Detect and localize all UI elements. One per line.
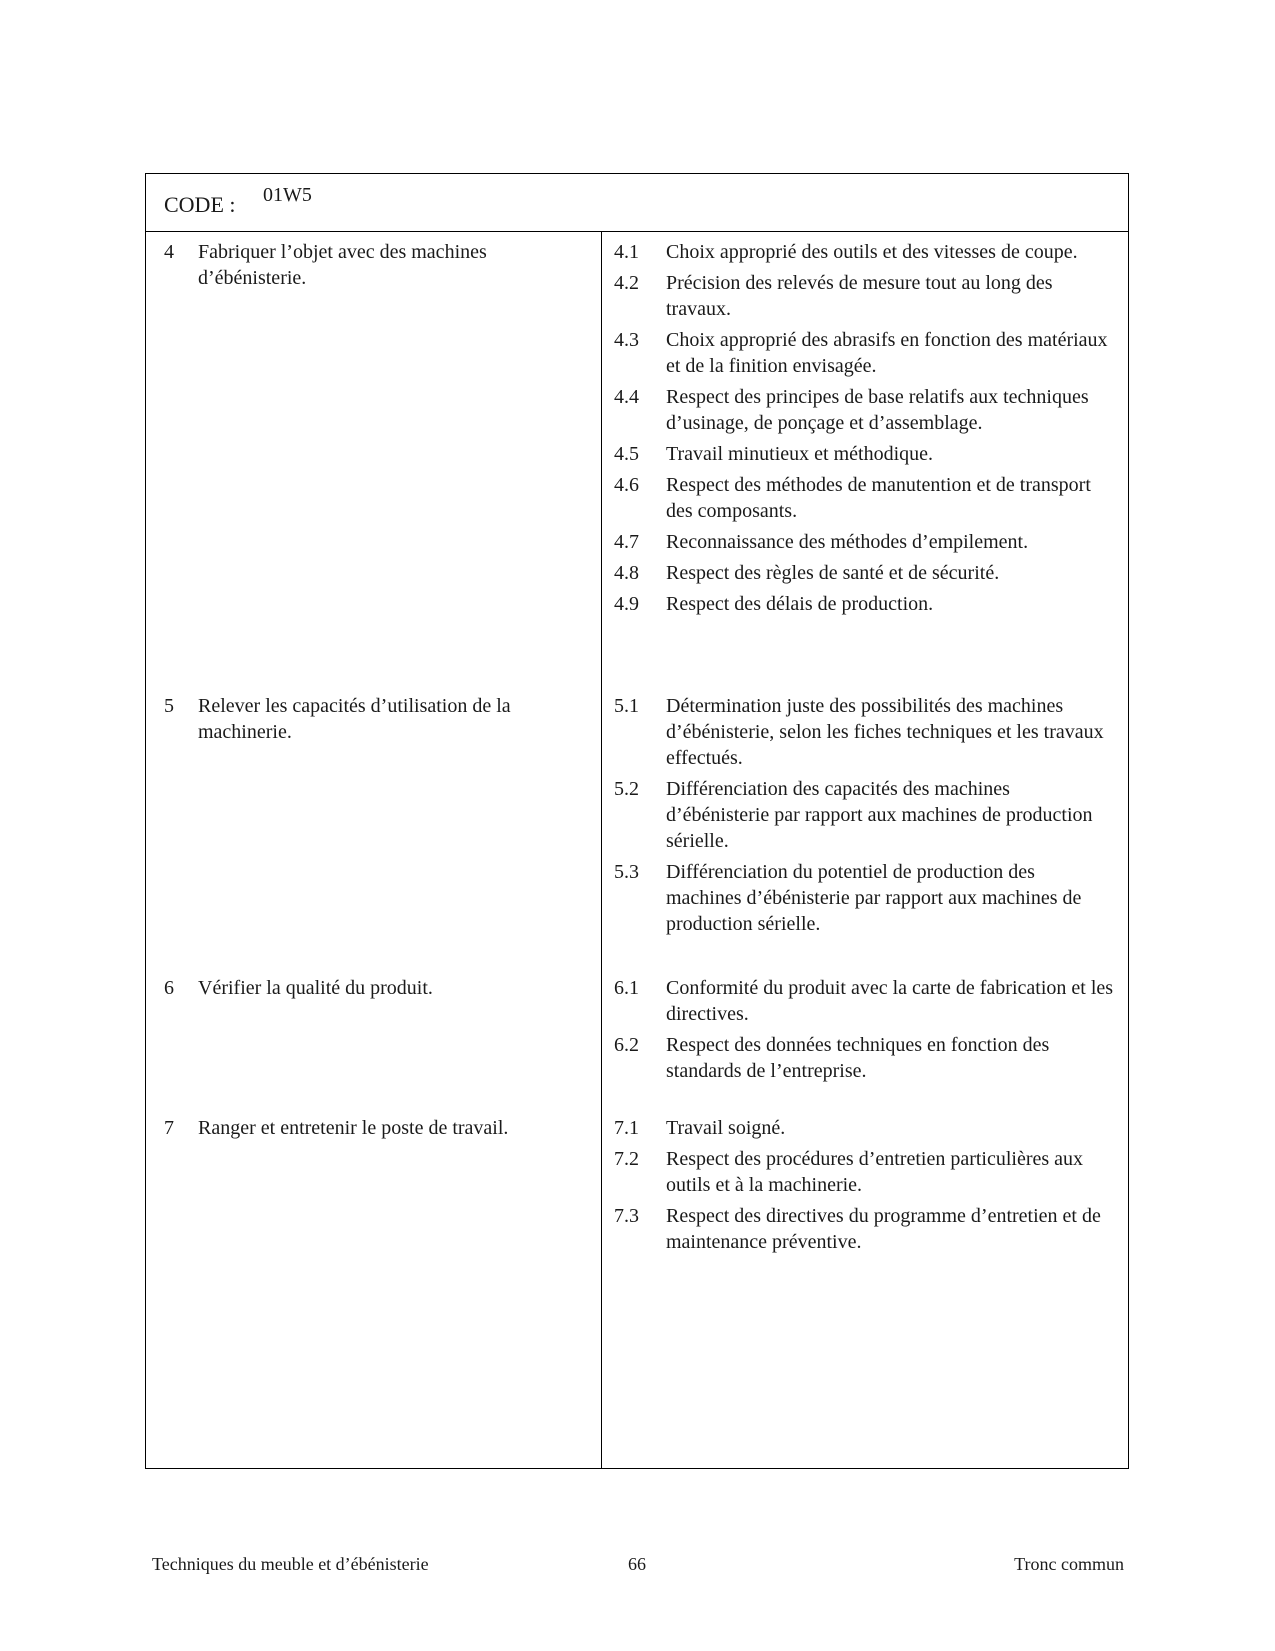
competency-table [145, 173, 1129, 1469]
criterion-text: Différenciation des capacités des machines d’ébénisterie par rapport aux machines de production sérielle. [666, 778, 1093, 852]
criterion-item [614, 975, 1114, 1027]
criterion-text: Différenciation du potentiel de production des machines d’ébénisterie par rapport aux machines de production sérielle. [666, 861, 1082, 935]
criterion-item [614, 1032, 1114, 1084]
criterion-text: Reconnaissance des méthodes d’empilement. [666, 531, 1029, 553]
criterion-text: Respect des directives du programme d’entretien et de maintenance préventive. [666, 1205, 1101, 1253]
criterion-item [614, 1146, 1114, 1198]
table-body [146, 231, 1128, 1468]
criterion-text: Respect des données techniques en fonction des standards de l’entreprise. [666, 1034, 1050, 1082]
footer-program-title: Techniques du meuble et d’ébénisterie [152, 1554, 429, 1574]
element-text: Relever les capacités d’utilisation de la machinerie. [198, 695, 511, 743]
code-value: 01W5 [263, 184, 312, 206]
criterion-number: 4.1 [614, 241, 639, 263]
criterion-number: 4.6 [614, 474, 639, 496]
criterion-number: 5.2 [614, 778, 639, 800]
criterion-number: 6.1 [614, 977, 639, 999]
criterion-text: Respect des règles de santé et de sécurité. [666, 562, 1000, 584]
criterion-text: Travail soigné. [666, 1117, 786, 1139]
element-item [164, 1115, 584, 1141]
criterion-item [614, 239, 1114, 265]
criterion-item [614, 270, 1114, 322]
criterion-item [614, 327, 1114, 379]
criteria-list [614, 975, 1114, 1089]
criterion-text: Choix approprié des abrasifs en fonction des matériaux et de la finition envisagée. [666, 329, 1108, 377]
element-item [164, 693, 584, 745]
criterion-item [614, 591, 1114, 617]
criterion-number: 5.3 [614, 861, 639, 883]
criterion-item [614, 693, 1114, 771]
code-label: CODE : [164, 192, 236, 217]
element-item [164, 975, 584, 1001]
criterion-item [614, 384, 1114, 436]
criterion-text: Respect des méthodes de manutention et de transport des composants. [666, 474, 1091, 522]
criteria-list [614, 1115, 1114, 1260]
element-number: 5 [164, 695, 174, 717]
criterion-number: 7.1 [614, 1117, 639, 1139]
criterion-number: 5.1 [614, 695, 639, 717]
criterion-item [614, 441, 1114, 467]
criterion-item [614, 1203, 1114, 1255]
criterion-item [614, 859, 1114, 937]
criterion-item [614, 529, 1114, 555]
element-text: Ranger et entretenir le poste de travail. [198, 1117, 509, 1139]
criterion-item [614, 560, 1114, 586]
criterion-item [614, 472, 1114, 524]
criteria-list [614, 693, 1114, 942]
criterion-number: 6.2 [614, 1034, 639, 1056]
page-number: 66 [628, 1554, 646, 1574]
criterion-number: 4.7 [614, 531, 639, 553]
page-footer [152, 1554, 1124, 1576]
element-number: 4 [164, 241, 174, 263]
criterion-number: 4.8 [614, 562, 639, 584]
code-row [146, 174, 1128, 232]
criterion-number: 4.3 [614, 329, 639, 351]
element-item [164, 239, 584, 291]
criterion-number: 7.2 [614, 1148, 639, 1170]
criterion-item [614, 1115, 1114, 1141]
element-text: Vérifier la qualité du produit. [198, 977, 433, 999]
criterion-text: Respect des procédures d’entretien particulières aux outils et à la machinerie. [666, 1148, 1084, 1196]
criterion-number: 7.3 [614, 1205, 639, 1227]
criterion-item [614, 776, 1114, 854]
criteria-list [614, 239, 1114, 622]
element-text: Fabriquer l’objet avec des machines d’ébénisterie. [198, 241, 487, 289]
criterion-text: Conformité du produit avec la carte de fabrication et les directives. [666, 977, 1114, 1025]
footer-section: Tronc commun [1014, 1554, 1124, 1574]
criterion-number: 4.2 [614, 272, 639, 294]
criterion-number: 4.5 [614, 443, 639, 465]
element-number: 7 [164, 1117, 174, 1139]
criterion-number: 4.4 [614, 386, 639, 408]
criterion-text: Travail minutieux et méthodique. [666, 443, 934, 465]
criterion-text: Précision des relevés de mesure tout au long des travaux. [666, 272, 1053, 320]
criterion-text: Respect des délais de production. [666, 593, 934, 615]
criterion-text: Choix approprié des outils et des vitesses de coupe. [666, 241, 1078, 263]
criterion-text: Respect des principes de base relatifs aux techniques d’usinage, de ponçage et d’assemblage. [666, 386, 1089, 434]
criterion-text: Détermination juste des possibilités des machines d’ébénisterie, selon les fiches techniques et les travaux effectués. [666, 695, 1104, 769]
element-number: 6 [164, 977, 174, 999]
criterion-number: 4.9 [614, 593, 639, 615]
